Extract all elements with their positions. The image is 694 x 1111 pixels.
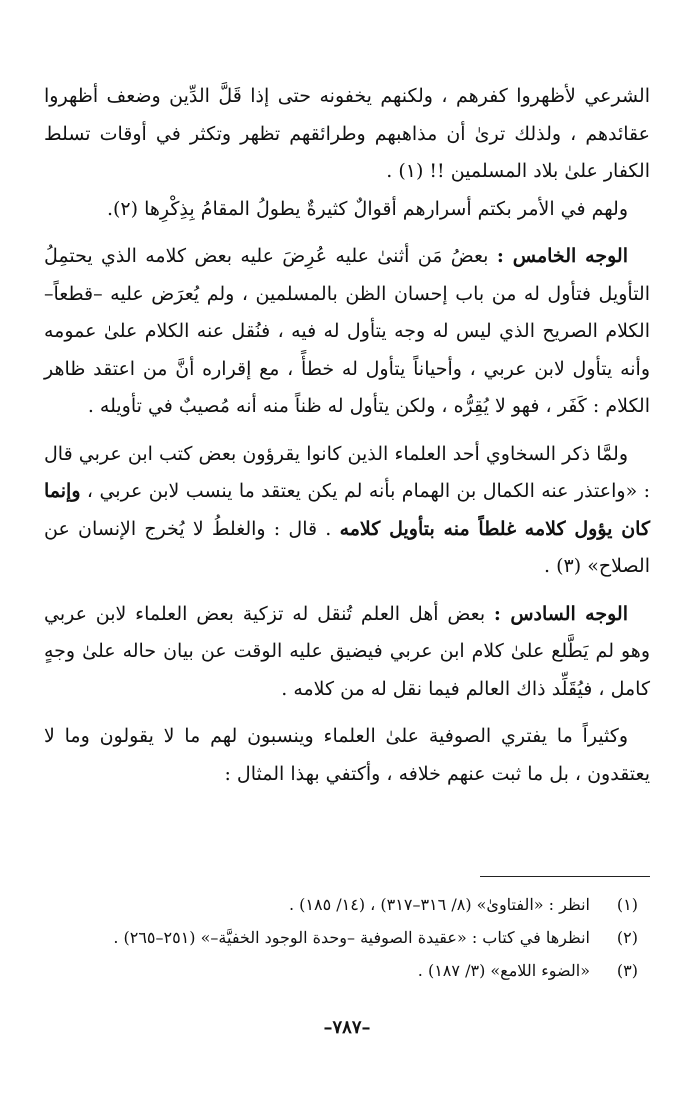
paragraph-5-text: بعض أهل العلم تُنقل له تزكية بعض العلماء لابن عربي وهو لم يَطَّلع علىٰ كلام ابن عربي فيضيق عليه الوقت عن بيان حاله علىٰ وجهٍ كامل ، فيُقَلِّد ذاك العالم فيما نقل له من كلامه .: [44, 602, 650, 700]
paragraph-3-text: بعضُ مَن أثنىٰ عليه عُرِضَ عليه بعض كلامه الذي يحتمِلُ التأويل فتأول له من باب إحسان الظن بالمسلمين ، ولم يُعرَض عليه –قطعاً– الكلام الصريح الذي ليس له وجه يتأول له فيه ، فنُقل عنه الكلام علىٰ عمومه وأنه يتأول لابن عربي ، وأحياناً يتأول له خطأً ، مع إقراره أنَّ من اعتقد ظاهر الكلام : كَفَر ، فهو لا يُقِرُّه ، ولكن يتأول له ظناً منه أنه مُصيبٌ في تأويله .: [44, 245, 650, 417]
main-text: [44, 78, 650, 793]
footnote-3: [44, 954, 650, 987]
paragraph-5: [44, 596, 650, 709]
footnote-text: «الضوء اللامع» (٣/ ١٨٧) .: [417, 961, 590, 980]
paragraph-3: [44, 238, 650, 426]
paragraph-4-emphasis: وإنما كان يؤول كلامه غلطاً منه بتأويل كلامه: [44, 480, 650, 540]
paragraph-4-text-before: ولمَّا ذكر السخاوي أحد العلماء الذين كانوا يقرؤون بعض كتب ابن عربي قال : «واعتذر عنه الكمال بن الهمام بأنه لم يكن يعتقد ما ينسب لابن عربي ،: [44, 442, 650, 502]
footnote-2: [44, 921, 650, 954]
page-number: –٧٨٧–: [323, 1017, 371, 1038]
section-label-fifth: الوجه الخامس :: [496, 245, 628, 267]
footnotes: [44, 888, 650, 987]
footnote-text: انظر : «الفتاوىٰ» (٨/ ٣١٦–٣١٧) ، (١٤/ ١٨٥) .: [288, 895, 590, 914]
paragraph-4-text-after: . قال : والغلطُ لا يُخرج الإنسان عن الصلاح» (٣) .: [44, 517, 650, 577]
footnote-1: [44, 888, 650, 921]
footnote-text: انظرها في كتاب : «عقيدة الصوفية –وحدة الوجود الخفيَّة–» (٢٥١–٢٦٥) .: [113, 928, 590, 947]
paragraph-4: [44, 436, 650, 586]
footnote-number: (١): [616, 895, 638, 914]
paragraph-1: الشرعي لأظهروا كفرهم ، ولكنهم يخفونه حتى إذا قَلَّ الدِّين وضعف أظهروا عقائدهم ، ولذلك ترىٰ أن مذاهبهم وطرائقهم تظهر وتكثر في أوقات تسلط الكفار علىٰ بلاد المسلمين !! (١) .: [44, 85, 650, 182]
footnote-number: (٣): [616, 961, 638, 980]
paragraph-6: وكثيراً ما يفتري الصوفية علىٰ العلماء وينسبون لهم ما لا يقولون وما لا يعتقدون ، بل ما ثبت عنهم خلافه ، وأكتفي بهذا المثال :: [44, 725, 650, 785]
footnote-divider: [480, 876, 650, 877]
paragraph-2: ولهم في الأمر بكتم أسرارهم أقوالٌ كثيرةٌ يطولُ المقامُ بِذِكْرِها (٢).: [106, 197, 628, 220]
section-label-sixth: الوجه السادس :: [493, 602, 628, 625]
footnote-number: (٢): [616, 928, 638, 947]
